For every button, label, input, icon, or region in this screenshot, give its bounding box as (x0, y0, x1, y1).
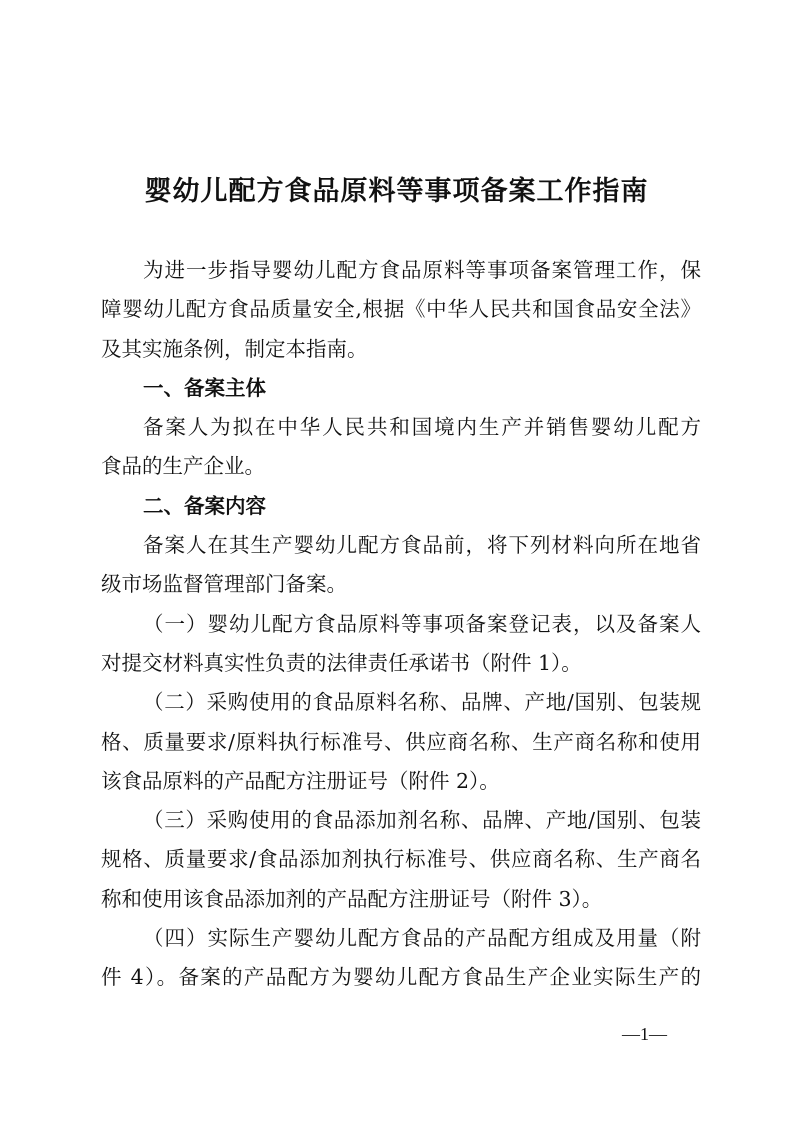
page-number: —1— (622, 1024, 667, 1044)
text-line: 为进一步指导婴幼儿配方食品原料等事项备案管理工作，保 (143, 258, 701, 282)
text-line: 级市场监督管理部门备案。 (101, 572, 347, 597)
text-line: 障婴幼儿配方食品质量安全,根据《中华人民共和国食品安全法》 (101, 297, 701, 322)
text-line: （四）实际生产婴幼儿配方食品的产品配方组成及用量（附 (143, 926, 701, 951)
text-line: 食品的生产企业。 (101, 454, 265, 479)
text-line: （一）婴幼儿配方食品原料等事项备案登记表，以及备案人 (143, 611, 701, 636)
text-line: 备案人在其生产婴幼儿配方食品前，将下列材料向所在地省 (143, 533, 701, 558)
text-line: 称和使用该食品添加剂的产品配方注册证号（附件 3）。 (101, 886, 603, 911)
document-body (101, 251, 701, 998)
text-line: 规格、质量要求/食品添加剂执行标准号、供应商名称、生产商名 (101, 847, 701, 872)
text-line: 及其实施条例，制定本指南。 (101, 336, 368, 361)
section-heading: 一、备案主体 (143, 375, 266, 400)
text-line: 该食品原料的产品配方注册证号（附件 2）。 (101, 768, 500, 793)
text-line: 备案人为拟在中华人民共和国境内生产并销售婴幼儿配方 (143, 415, 701, 440)
text-line: 格、质量要求/原料执行标准号、供应商名称、生产商名称和使用 (101, 729, 701, 754)
document-title: 婴幼儿配方食品原料等事项备案工作指南 (144, 176, 649, 207)
text-line: 对提交材料真实性负责的法律责任承诺书（附件 1）。 (101, 650, 582, 675)
text-line: （二）采购使用的食品原料名称、品牌、产地/国别、包装规 (143, 690, 701, 715)
text-line: （三）采购使用的食品添加剂名称、品牌、产地/国别、包装 (143, 808, 701, 833)
text-line: 件 4）。备案的产品配方为婴幼儿配方食品生产企业实际生产的 (101, 965, 701, 990)
section-heading: 二、备案内容 (143, 493, 266, 518)
